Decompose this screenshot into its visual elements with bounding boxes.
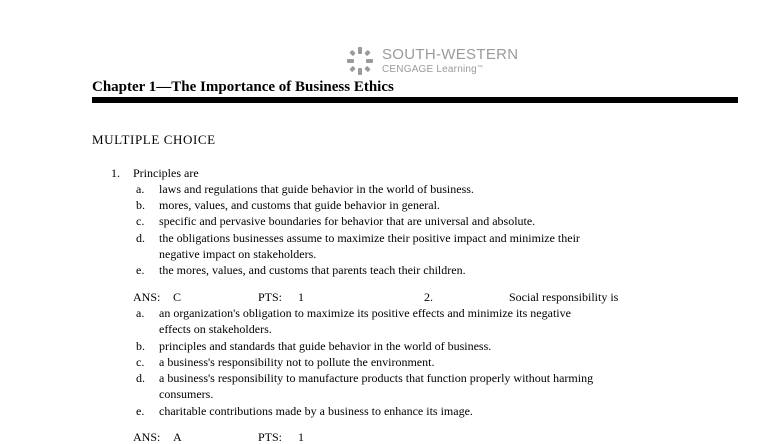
option-text: mores, values, and customs that guide behavior in general. xyxy=(159,198,440,212)
question-stem: Principles are xyxy=(133,166,199,180)
points-label: PTS: xyxy=(258,290,283,304)
option-text: an organization's obligation to maximize its positive effects and minimize its negative xyxy=(159,306,571,320)
answer-value: A xyxy=(173,430,182,444)
question-number: 2. xyxy=(424,290,433,304)
option-text-continued: effects on stakeholders. xyxy=(159,322,272,336)
option-text: principles and standards that guide behavior in the world of business. xyxy=(159,339,492,353)
section-title: MULTIPLE CHOICE xyxy=(92,132,216,147)
option-letter: c. xyxy=(136,355,145,369)
question-number: 1. xyxy=(111,166,120,180)
question-stem: Social responsibility is xyxy=(509,290,619,304)
logo-brand-line2-text: CENGAGE Learning xyxy=(382,64,477,75)
option-text: charitable contributions made by a business to enhance its image. xyxy=(159,404,473,418)
title-rule xyxy=(92,97,738,103)
logo-wordmark xyxy=(382,46,518,75)
option-letter: a. xyxy=(136,306,145,320)
option-letter: a. xyxy=(136,182,145,196)
publisher-logo xyxy=(346,46,518,78)
option-letter: d. xyxy=(136,231,145,245)
logo-trademark: ™ xyxy=(476,65,484,71)
option-text-continued: negative impact on stakeholders. xyxy=(159,247,317,261)
option-letter: c. xyxy=(136,214,145,228)
option-letter: e. xyxy=(136,404,145,418)
option-text: a business's responsibility to manufacture products that function properly without harming xyxy=(159,371,594,385)
option-letter: d. xyxy=(136,371,145,385)
option-text: specific and pervasive boundaries for behavior that are universal and absolute. xyxy=(159,214,536,228)
option-text: laws and regulations that guide behavior in the world of business. xyxy=(159,182,474,196)
option-text: the obligations businesses assume to maximize their positive impact and minimize their xyxy=(159,231,580,245)
points-label: PTS: xyxy=(258,430,283,444)
logo-brand-line1: SOUTH-WESTERN xyxy=(382,46,519,63)
answer-label: ANS: xyxy=(133,290,161,304)
option-letter: e. xyxy=(136,263,145,277)
points-value: 1 xyxy=(298,430,304,444)
option-letter: b. xyxy=(136,339,145,353)
cengage-logo-icon xyxy=(346,46,374,76)
option-letter: b. xyxy=(136,198,145,212)
answer-label: ANS: xyxy=(133,430,161,444)
logo-brand-line2 xyxy=(382,65,518,75)
answer-value: C xyxy=(173,290,182,304)
points-value: 1 xyxy=(298,290,304,304)
chapter-title: Chapter 1—The Importance of Business Ethics xyxy=(92,79,394,95)
option-text: a business's responsibility not to pollute the environment. xyxy=(159,355,435,369)
option-text-continued: consumers. xyxy=(159,387,214,401)
option-text: the mores, values, and customs that parents teach their children. xyxy=(159,263,466,277)
